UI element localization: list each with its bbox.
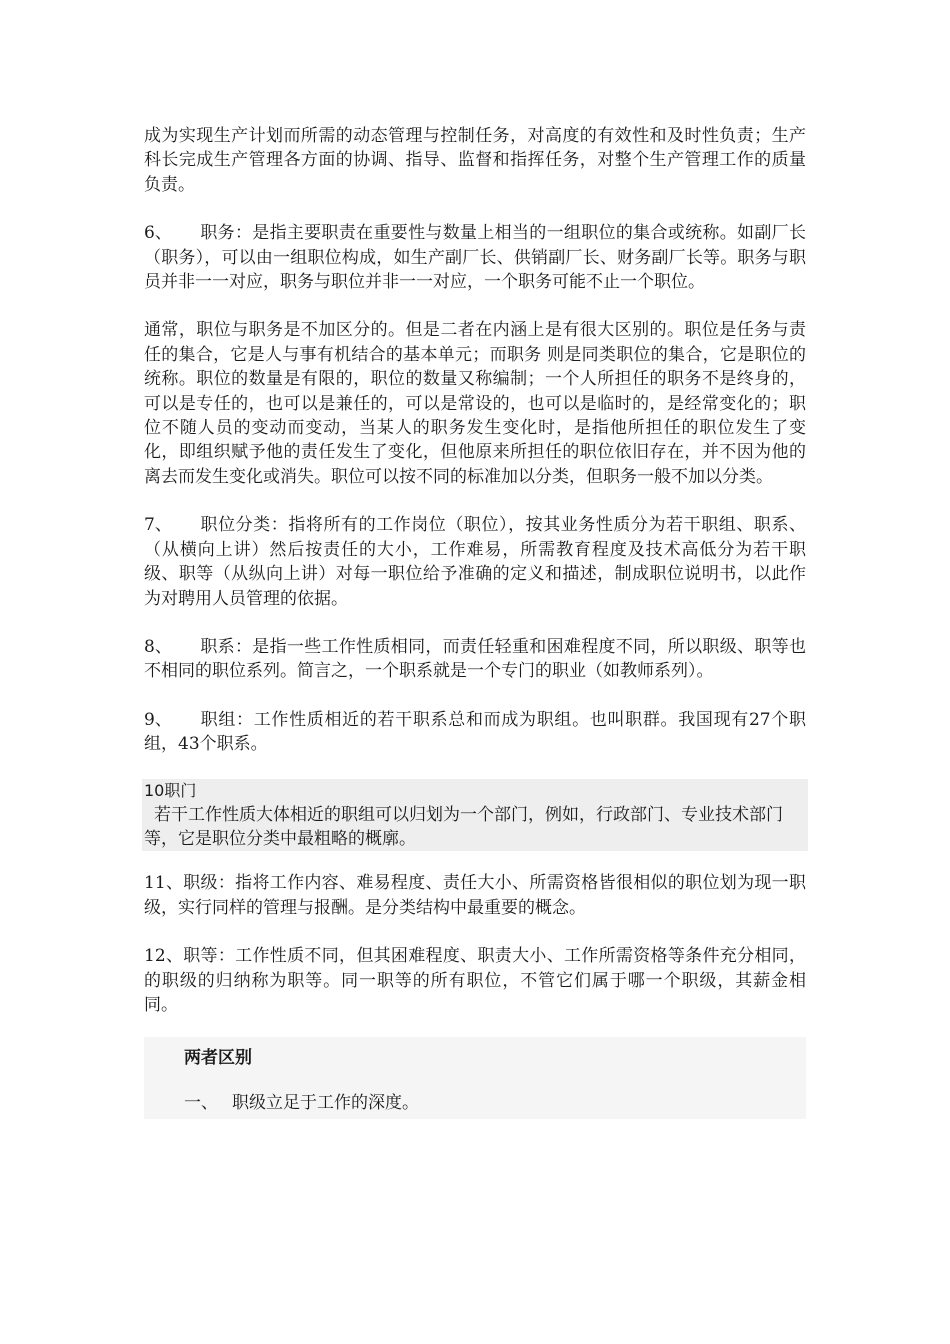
paragraph-item-9 <box>144 708 806 757</box>
paragraph-item-8 <box>144 635 806 684</box>
item-number: 一、 <box>184 1093 218 1114</box>
item-text: 职级立足于工作的深度。 <box>232 1093 419 1114</box>
item-text: 职务：是指主要职责在重要性与数量上相当的一组职位的集合或统称。如副厂长（职务），可以由一组职位构成，如生产副厂长、供销副厂长、财务副厂长等。职务与职员并非一一对应，职务与职位并非一一对应，一个职务可能不止一个职位。 <box>144 223 806 293</box>
item-number: 6、 <box>144 223 172 244</box>
difference-item-1 <box>184 1071 806 1119</box>
item-number: 9、 <box>144 709 172 730</box>
item-number: 8、 <box>144 636 172 657</box>
item-number: 7、 <box>144 515 172 536</box>
document-page <box>144 124 806 1119</box>
paragraph-position-vs-duty: 通常，职位与职务是不加区分的。但是二者在内涵上是有很大区别的。职位是任务与责任的集合，它是人与事有机结合的基本单元；而职务 则是同类职位的集合，它是职位的统称。职位的数量是有限的，职位的数量又称编制；一个人所担任的职务不是终身的，可以是专任的，也可以是兼任的，可以是常设的，也可以是临时的，是经常变化的；职位不随人员的变动而变动，当某人的职务发生变化时，是指他所担任的职位发生了变化，即组织赋予他的责任发生了变化，但他原来所担任的职位依旧存在，并不因为他的离去而发生变化或消失。职位可以按不同的标准加以分类，但职务一般不加以分类。 <box>144 320 806 487</box>
item-text: 职组：工作性质相近的若干职系总和而成为职组。也叫职群。我国现有27个职组，43个职系。 <box>144 709 806 755</box>
shaded-block-item-10 <box>142 779 808 852</box>
item-text: 职位分类：指将所有的工作岗位（职位），按其业务性质分为若干职组、职系、（从横向上讲）然后按责任的大小，工作难易，所需教育程度及技术高低分为若干职级、职等（从纵向上讲）对每一职位给予准确的定义和描述，制成职位说明书，以此作为对聘用人员管理的依据。 <box>144 515 806 609</box>
difference-title: 两者区别 <box>184 1048 252 1069</box>
paragraph-item-6 <box>144 221 806 294</box>
item-10-heading: 10职门 <box>144 780 197 800</box>
paragraph-production-duty: 成为实现生产计划而所需的动态管理与控制任务，对高度的有效性和及时性负责；生产科长完成生产管理各方面的协调、指导、监督和指挥任务，对整个生产管理工作的质量负责。 <box>144 126 806 195</box>
paragraph-item-12: 12、职等：工作性质不同，但其困难程度、职责大小、工作所需资格等条件充分相同，的职级的归纳称为职等。同一职等的所有职位，不管它们属于哪一个职级，其薪金相同。 <box>144 946 806 1015</box>
item-10-text: 若干工作性质大体相近的职组可以归划为一个部门，例如，行政部门、专业技术部门等，它是职位分类中最粗略的概廓。 <box>144 804 783 849</box>
paragraph-item-7 <box>144 513 806 611</box>
difference-section <box>144 1037 806 1119</box>
item-text: 职系：是指一些工作性质相同，而责任轻重和困难程度不同，所以职级、职等也不相同的职位系列。简言之，一个职系就是一个专门的职业（如教师系列）。 <box>144 636 806 682</box>
paragraph-item-11: 11、职级：指将工作内容、难易程度、责任大小、所需资格皆很相似的职位划为现一职级，实行同样的管理与报酬。是分类结构中最重要的概念。 <box>144 873 806 918</box>
